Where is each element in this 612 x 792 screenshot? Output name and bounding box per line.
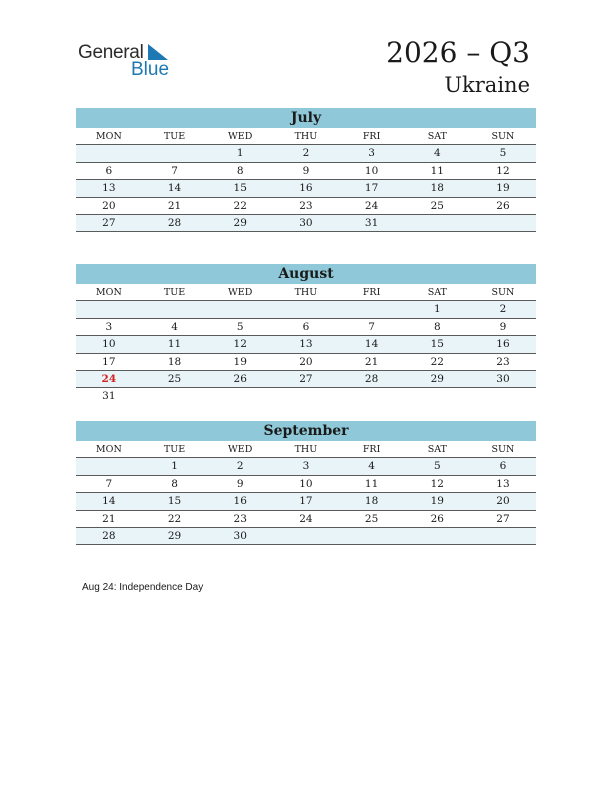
day-cell: 17 — [102, 355, 116, 368]
weekday-label: SUN — [491, 444, 515, 455]
day-cell: 30 — [233, 529, 247, 542]
empty-day-cell — [404, 388, 470, 405]
day-cell: 6 — [499, 460, 507, 473]
day-cell: 17 — [364, 182, 379, 195]
week-row — [76, 301, 536, 318]
day-cell: 9 — [302, 164, 310, 177]
day-cell: 29 — [430, 372, 444, 385]
week-row — [76, 354, 536, 371]
week-row — [76, 476, 536, 493]
empty-day-cell — [404, 215, 470, 231]
day-cell: 20 — [102, 199, 116, 212]
day-cell: 8 — [236, 164, 244, 177]
day-cell: 15 — [233, 182, 247, 195]
weekday-label: SAT — [427, 287, 447, 298]
day-cell: 7 — [171, 164, 178, 177]
day-cell: 16 — [299, 182, 313, 195]
day-cell: 2 — [499, 303, 507, 316]
week-row — [76, 180, 536, 197]
day-cell: 22 — [233, 199, 247, 212]
day-cell: 21 — [102, 512, 116, 525]
day-cell: 27 — [299, 372, 313, 385]
day-cell: 4 — [171, 320, 178, 333]
day-cell: 30 — [496, 372, 510, 385]
day-cell: 19 — [233, 355, 247, 368]
month-name: August — [76, 264, 536, 284]
empty-day-cell — [207, 388, 273, 405]
day-cell: 14 — [167, 182, 182, 195]
day-cell: 27 — [102, 216, 116, 229]
week-row — [76, 198, 536, 215]
month-grid — [76, 128, 536, 232]
day-cell: 11 — [167, 338, 182, 351]
month-name: September — [76, 421, 536, 441]
day-cell: 26 — [496, 199, 510, 212]
weekday-label: MON — [95, 131, 122, 142]
week-row — [76, 319, 536, 336]
day-cell: 22 — [430, 355, 444, 368]
day-cell: 5 — [236, 320, 244, 333]
weekday-header-row — [76, 284, 536, 301]
country-subtitle: Ukraine — [444, 73, 530, 97]
empty-day-cell — [142, 388, 208, 405]
day-cell: 5 — [499, 147, 507, 160]
week-row — [76, 528, 536, 545]
week-row — [76, 336, 536, 353]
empty-day-cell — [273, 388, 339, 405]
weekday-label: SUN — [491, 287, 515, 298]
day-cell: 28 — [364, 372, 379, 385]
day-cell: 13 — [102, 182, 116, 195]
day-cell: 16 — [496, 338, 510, 351]
week-row — [76, 145, 536, 162]
day-cell: 15 — [430, 338, 444, 351]
day-cell: 19 — [430, 495, 444, 508]
day-cell: 21 — [167, 199, 182, 212]
day-cell: 1 — [171, 460, 178, 473]
day-cell: 12 — [496, 164, 510, 177]
day-cell: 1 — [236, 147, 244, 160]
month-calendar-august — [76, 264, 536, 406]
day-cell: 14 — [364, 338, 379, 351]
day-cell: 23 — [299, 199, 313, 212]
weekday-label: FRI — [362, 444, 381, 455]
month-grid — [76, 284, 536, 406]
day-cell: 8 — [433, 320, 441, 333]
weekday-label: FRI — [362, 131, 381, 142]
day-cell: 24 — [364, 199, 379, 212]
day-cell: 12 — [430, 477, 444, 490]
day-cell: 11 — [430, 164, 444, 177]
weekday-label: WED — [228, 287, 253, 298]
day-cell: 28 — [167, 216, 182, 229]
generalblue-logo — [78, 42, 188, 82]
weekday-label: SAT — [427, 131, 447, 142]
logo-text-blue: Blue — [131, 59, 170, 80]
day-cell: 10 — [299, 477, 313, 490]
day-cell: 4 — [433, 147, 441, 160]
empty-day-cell — [142, 145, 208, 161]
month-grid — [76, 441, 536, 545]
day-cell: 25 — [167, 372, 182, 385]
day-cell: 13 — [496, 477, 510, 490]
empty-day-cell — [339, 388, 405, 405]
day-cell: 3 — [302, 460, 310, 473]
weekday-header-row — [76, 128, 536, 145]
day-cell: 2 — [302, 147, 310, 160]
week-row — [76, 511, 536, 528]
weekday-label: SAT — [427, 444, 447, 455]
day-cell: 22 — [167, 512, 182, 525]
weekday-header-row — [76, 441, 536, 458]
month-calendar-september — [76, 421, 536, 545]
day-cell: 9 — [499, 320, 507, 333]
weekday-label: MON — [95, 287, 122, 298]
weekday-label: MON — [95, 444, 122, 455]
day-cell: 31 — [364, 216, 379, 229]
empty-day-cell — [76, 301, 142, 317]
day-cell: 12 — [233, 338, 247, 351]
day-cell: 24 — [101, 372, 117, 385]
week-row — [76, 371, 536, 388]
day-cell: 8 — [171, 477, 178, 490]
empty-day-cell — [273, 528, 339, 544]
day-cell: 17 — [299, 495, 313, 508]
logo-text-general: General — [78, 42, 144, 63]
page-title: 2026 – Q3 — [386, 36, 530, 69]
day-cell: 27 — [496, 512, 510, 525]
weekday-label: SUN — [491, 131, 515, 142]
day-cell: 7 — [105, 477, 113, 490]
weekday-label: FRI — [362, 287, 381, 298]
day-cell: 14 — [102, 495, 116, 508]
day-cell: 3 — [368, 147, 375, 160]
day-cell: 29 — [233, 216, 247, 229]
empty-day-cell — [404, 528, 470, 544]
day-cell: 6 — [105, 164, 113, 177]
weekday-label: THU — [294, 131, 318, 142]
day-cell: 18 — [430, 182, 444, 195]
day-cell: 10 — [102, 338, 116, 351]
empty-day-cell — [273, 301, 339, 317]
empty-day-cell — [470, 215, 536, 231]
month-calendar-july — [76, 108, 536, 232]
day-cell: 28 — [102, 529, 116, 542]
weekday-label: TUE — [163, 131, 186, 142]
day-cell: 26 — [233, 372, 247, 385]
day-cell: 29 — [167, 529, 182, 542]
week-row — [76, 493, 536, 510]
day-cell: 25 — [430, 199, 444, 212]
day-cell: 4 — [368, 460, 375, 473]
weekday-label: THU — [294, 287, 318, 298]
weekday-label: TUE — [163, 444, 186, 455]
empty-day-cell — [76, 458, 142, 474]
day-cell: 15 — [167, 495, 182, 508]
week-row — [76, 215, 536, 232]
weekday-label: THU — [294, 444, 318, 455]
weekday-label: TUE — [163, 287, 186, 298]
weekday-label: WED — [228, 444, 253, 455]
day-cell: 9 — [236, 477, 244, 490]
holiday-note: Aug 24: Independence Day — [82, 582, 204, 593]
day-cell: 20 — [299, 355, 313, 368]
day-cell: 16 — [233, 495, 247, 508]
day-cell: 10 — [364, 164, 379, 177]
day-cell: 1 — [433, 303, 441, 316]
day-cell: 30 — [299, 216, 313, 229]
day-cell: 18 — [167, 355, 182, 368]
empty-day-cell — [339, 301, 405, 317]
day-cell: 18 — [364, 495, 379, 508]
empty-day-cell — [339, 528, 405, 544]
empty-day-cell — [207, 301, 273, 317]
month-name: July — [76, 108, 536, 128]
week-row — [76, 458, 536, 475]
empty-day-cell — [470, 528, 536, 544]
empty-day-cell — [470, 388, 536, 405]
week-row — [76, 163, 536, 180]
day-cell: 2 — [236, 460, 244, 473]
day-cell: 7 — [368, 320, 375, 333]
day-cell: 19 — [496, 182, 510, 195]
empty-day-cell — [142, 301, 208, 317]
empty-day-cell — [76, 145, 142, 161]
day-cell: 13 — [299, 338, 313, 351]
day-cell: 25 — [364, 512, 379, 525]
day-cell: 3 — [105, 320, 113, 333]
weekday-label: WED — [228, 131, 253, 142]
day-cell: 23 — [233, 512, 247, 525]
day-cell: 23 — [496, 355, 510, 368]
day-cell: 21 — [364, 355, 379, 368]
day-cell: 26 — [430, 512, 444, 525]
day-cell: 11 — [364, 477, 379, 490]
day-cell: 6 — [302, 320, 310, 333]
day-cell: 5 — [433, 460, 441, 473]
day-cell: 24 — [299, 512, 313, 525]
day-cell: 31 — [102, 390, 116, 403]
week-row — [76, 388, 536, 405]
day-cell: 20 — [496, 495, 510, 508]
